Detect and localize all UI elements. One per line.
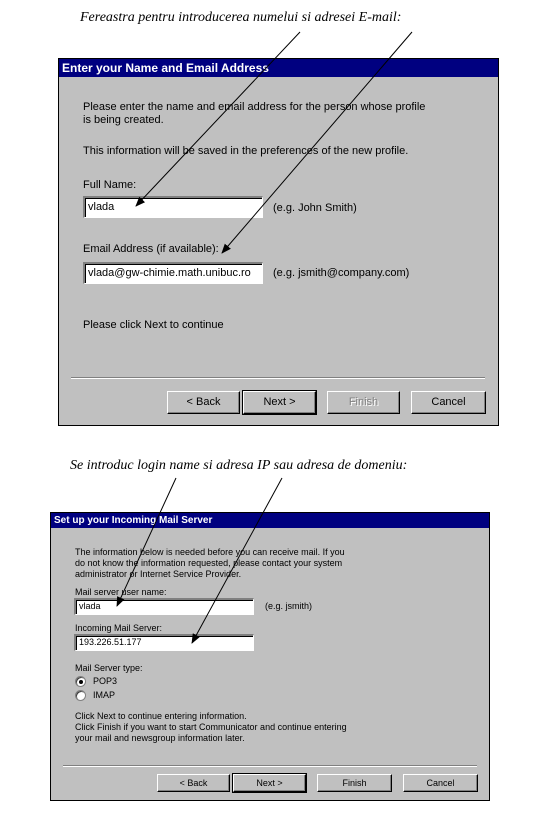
arrow-to-user-name: [117, 478, 176, 606]
server-type-label: Mail Server type:: [75, 663, 143, 673]
intro-text: The information below is needed before you can receive mail. If you do not know the information requested, please contact your system administrator or Internet Service Provider.: [75, 547, 345, 579]
user-name-input[interactable]: vlada: [74, 598, 254, 615]
back-button-label: < Back: [186, 396, 221, 408]
server-input[interactable]: 193.226.51.177: [74, 634, 254, 651]
finish-button-label: Finish: [342, 778, 367, 788]
imap-label: IMAP: [93, 690, 116, 700]
next-button-label: Next >: [263, 396, 296, 408]
pop3-label: POP3: [93, 676, 118, 686]
server-label: Incoming Mail Server:: [75, 623, 163, 633]
continue-text: Please click Next to continue: [83, 319, 224, 331]
dialog-title: Set up your Incoming Mail Server: [54, 515, 213, 526]
info-text: This information will be saved in the preferences of the new profile.: [83, 145, 409, 157]
arrow-to-server: [192, 478, 282, 643]
cancel-button-label: Cancel: [426, 778, 455, 788]
dialog-title: Enter your Name and Email Address: [62, 61, 269, 75]
arrow-to-full-name: [136, 32, 300, 206]
email-input[interactable]: vlada@gw-chimie.math.unibuc.ro: [83, 262, 263, 284]
arrow-to-email: [222, 32, 412, 253]
email-example: (e.g. jsmith@company.com): [273, 267, 410, 279]
full-name-label: Full Name:: [83, 179, 137, 191]
user-name-example: (e.g. jsmith): [265, 601, 313, 611]
intro-text: Please enter the name and email address for the person whose profile is being created.: [83, 101, 426, 127]
footer-text: Click Next to continue entering information. Click Finish if you want to start Communicator and continue entering your mail and newsgroup information later.: [75, 711, 347, 743]
caption-name-email-window: Fereastra pentru introducerea numelui si adresei E-mail:: [80, 10, 402, 25]
finish-button-label: Finish: [348, 396, 379, 408]
cancel-button-label: Cancel: [431, 396, 466, 408]
full-name-input[interactable]: vlada: [83, 196, 263, 218]
next-button-label: Next >: [256, 778, 283, 788]
caption-login-server: Se introduc login name si adresa IP sau adresa de domeniu:: [70, 458, 408, 473]
full-name-example: (e.g. John Smith): [273, 202, 357, 214]
user-name-label: Mail server user name:: [75, 587, 167, 597]
back-button-label: < Back: [179, 778, 208, 788]
email-label: Email Address (if available):: [83, 243, 219, 255]
